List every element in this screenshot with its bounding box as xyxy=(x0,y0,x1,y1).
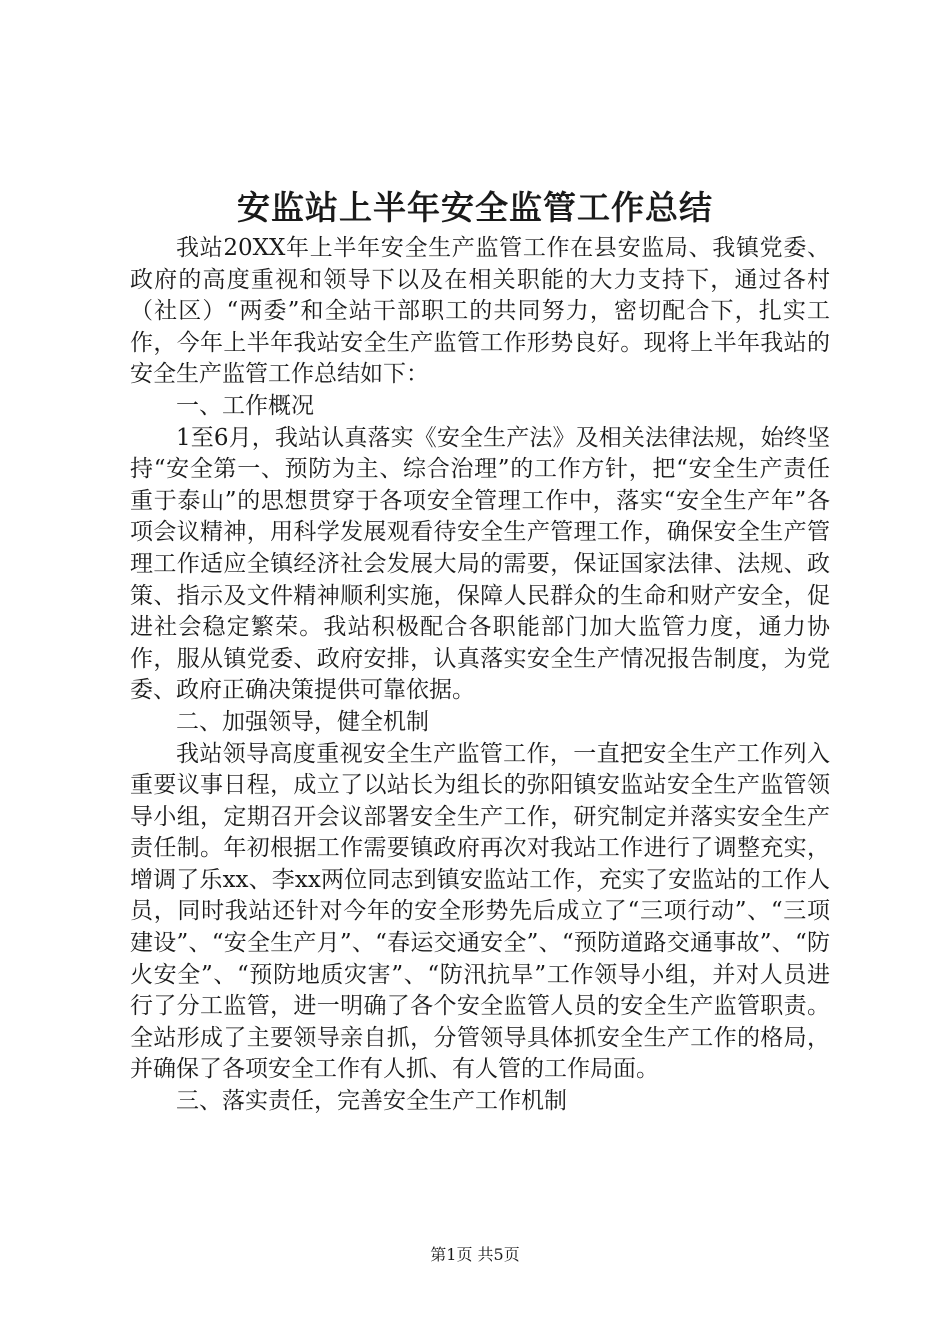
section-heading-leadership: 二、加强领导，健全机制 xyxy=(176,708,429,735)
overview-paragraph: 1至6月，我站认真落实《安全生产法》及相关法律法规，始终坚持“安全第一、预防为主、综合治理”的工作方针，把“安全生产责任重于泰山”的思想贯穿于各项安全管理工作中，落实“安全生产年”各项会议精神，用科学发展观看待安全生产管理工作，确保安全生产管理工作适应全镇经济社会发展大局的需要，保证国家法律、法规、政策、指示及文件精神顺利实施，保障人民群众的生命和财产安全，促进社会稳定繁荣。我站积极配合各职能部门加大监管力度，通力协作，服从镇党委、政府安排，认真落实安全生产情况报告制度，为党委、政府正确决策提供可靠依据。 xyxy=(130,424,830,704)
document-body xyxy=(130,233,830,1118)
section-heading-overview: 一、工作概况 xyxy=(176,392,314,419)
page-footer: 第1页 共5页 xyxy=(430,1245,520,1264)
document-title: 安监站上半年安全监管工作总结 xyxy=(237,188,713,227)
intro-paragraph: 我站20XX年上半年安全生产监管工作在县安监局、我镇党委、政府的高度重视和领导下以及在相关职能的大力支持下，通过各村（社区）“两委”和全站干部职工的共同努力，密切配合下，扎实工作，今年上半年我站安全生产监管工作形势良好。现将上半年我站的安全生产监管工作总结如下： xyxy=(130,235,830,388)
section-heading-responsibility: 三、落实责任，完善安全生产工作机制 xyxy=(176,1088,567,1115)
leadership-paragraph: 我站领导高度重视安全生产监管工作，一直把安全生产工作列入重要议事日程，成立了以站长为组长的弥阳镇安监站安全生产监管领导小组，定期召开会议部署安全生产工作，研究制定并落实安全生产责任制。年初根据工作需要镇政府再次对我站工作进行了调整充实，增调了乐xx、李xx两位同志到镇安监站工作，充实了安监站的工作人员，同时我站还针对今年的安全形势先后成立了“三项行动”、“三项建设”、“安全生产月”、“春运交通安全”、“预防道路交通事故”、“防火安全”、“预防地质灾害”、“防汛抗旱”工作领导小组，并对人员进行了分工监管，进一明确了各个安全监管人员的安全生产监管职责。全站形成了主要领导亲自抓，分管领导具体抓安全生产工作的格局，并确保了各项安全工作有人抓、有人管的工作局面。 xyxy=(130,740,830,1083)
